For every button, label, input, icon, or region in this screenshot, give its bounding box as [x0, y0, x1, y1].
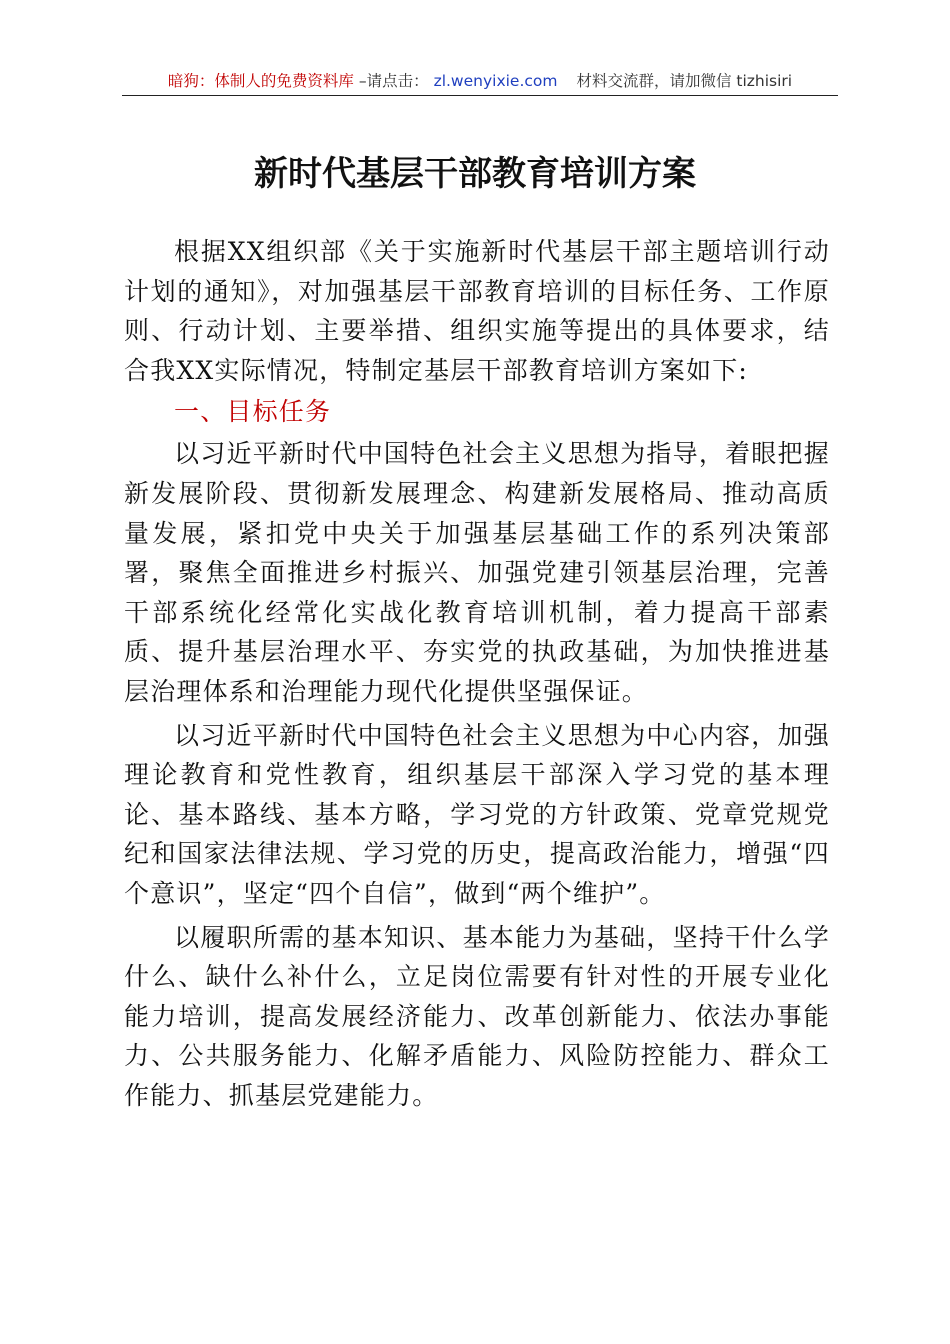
- intro-paragraph: 根据XX组织部《关于实施新时代基层干部主题培训行动计划的通知》，对加强基层干部教育培训的目标任务、工作原则、行动计划、主要举措、组织实施等提出的具体要求，结合我XX实际情况，特制定基层干部教育培训方案如下:: [124, 237, 830, 385]
- header-link[interactable]: zl.wenyixie.com: [433, 72, 558, 90]
- header-ad-text: 暗狗：体制人的免费资料库: [167, 72, 354, 90]
- header-group-text: 材料交流群，请加微信 tizhisiri: [576, 72, 793, 90]
- section-heading: 一、目标任务: [174, 397, 332, 427]
- page-header: [122, 70, 838, 92]
- document-body: [124, 232, 830, 1115]
- document-title: 新时代基层干部教育培训方案: [254, 154, 696, 194]
- body-paragraph: 以履职所需的基本知识、基本能力为基础，坚持干什么学什么、缺什么补什么，立足岗位需要有针对性的开展专业化能力培训，提高发展经济能力、改革创新能力、依法办事能力、公共服务能力、化解矛盾能力、风险防控能力、群众工作能力、抓基层党建能力。: [124, 922, 830, 1110]
- header-click-prefix: –请点击：: [358, 72, 429, 90]
- header-divider: [122, 95, 838, 96]
- body-paragraph: 以习近平新时代中国特色社会主义思想为指导，着眼把握新发展阶段、贯彻新发展理念、构建新发展格局、推动高质量发展，紧扣党中央关于加强基层基础工作的系列决策部署，聚焦全面推进乡村振兴、加强党建引领基层治理，完善干部系统化经常化实战化教育培训机制，着力提高干部素质、提升基层治理水平、夯实党的执政基础，为加快推进基层治理体系和治理能力现代化提供坚强保证。: [124, 439, 830, 706]
- body-paragraph: 以习近平新时代中国特色社会主义思想为中心内容，加强理论教育和党性教育，组织基层干部深入学习党的基本理论、基本路线、基本方略，学习党的方针政策、党章党规党纪和国家法律法规、学习党的历史，提高政治能力，增强“四个意识”，坚定“四个自信”，做到“两个维护”。: [124, 720, 830, 908]
